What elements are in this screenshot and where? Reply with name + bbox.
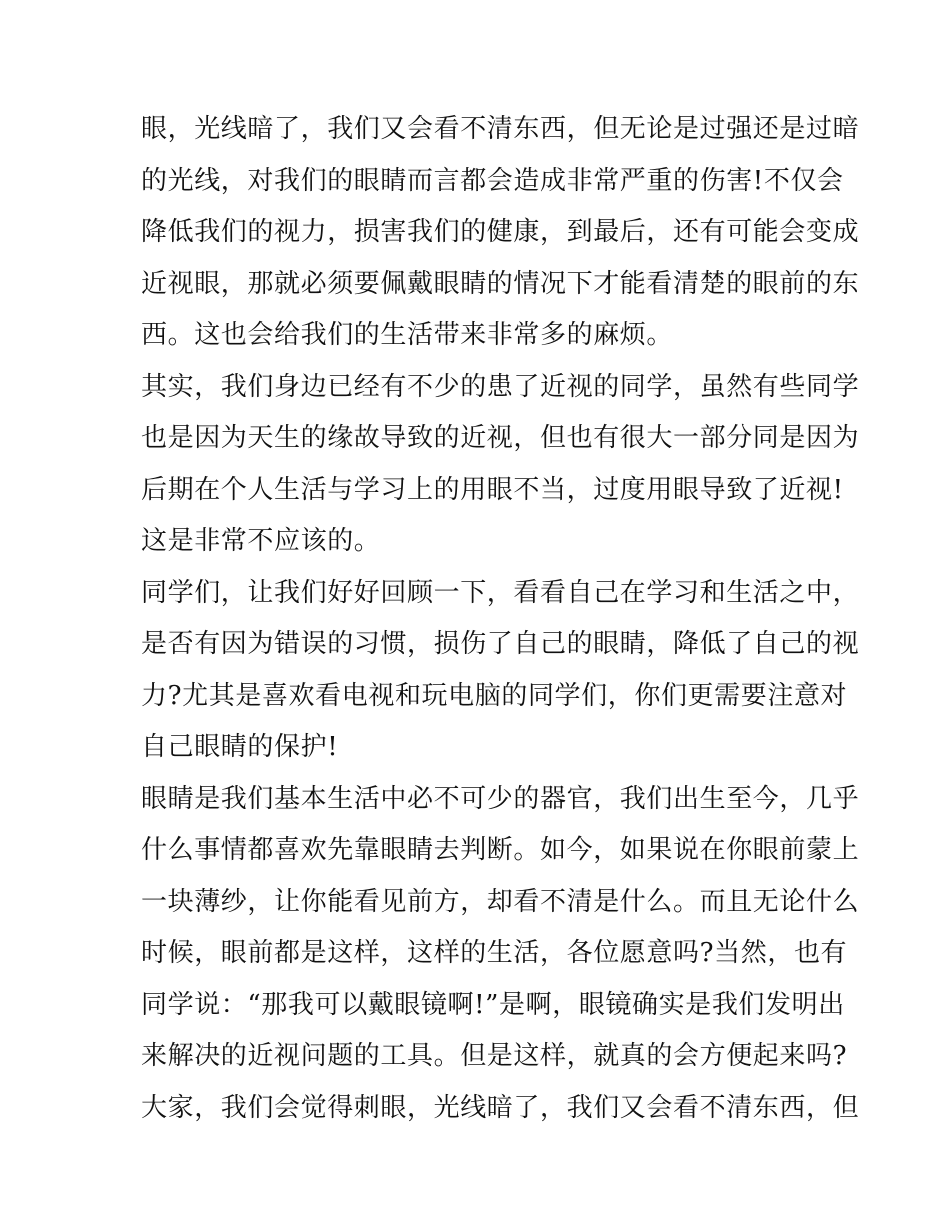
text-line: 眼，光线暗了，我们又会看不清东西，但无论是过强还是过暗 (141, 114, 860, 144)
text-line: 时候，眼前都是这样，这样的生活，各位愿意吗?当然，也有 (141, 938, 848, 968)
body-text (141, 104, 860, 1134)
text-line: 也是因为天生的缘故导致的近视，但也有很大一部分同是因为 (141, 423, 860, 453)
text-line: 的光线，对我们的眼睛而言都会造成非常严重的伤害!不仅会 (141, 165, 844, 196)
text-line: 降低我们的视力，损害我们的健康，到最后，还有可能会变成 (141, 217, 860, 247)
text-line: 后期在个人生活与学习上的用眼不当，过度用眼导致了近视! (141, 474, 844, 505)
text-line: 同学说：“那我可以戴眼镜啊!”是啊，眼镜确实是我们发明出 (141, 989, 845, 1020)
text-line: 大家，我们会觉得刺眼，光线暗了，我们又会看不清东西，但 (141, 1092, 860, 1123)
text-line: 什么事情都喜欢先靠眼睛去判断。如今，如果说在你眼前蒙上 (141, 835, 860, 865)
text-line: 同学们，让我们好好回顾一下，看看自己在学习和生活之中， (141, 577, 860, 608)
text-line: 西。这也会给我们的生活带来非常多的麻烦。 (141, 320, 674, 350)
text-line: 来解决的近视问题的工具。但是这样，就真的会方便起来吗? (141, 1041, 848, 1071)
text-line: 近视眼，那就必须要佩戴眼睛的情况下才能看清楚的眼前的东 (141, 268, 860, 299)
text-line: 眼睛是我们基本生活中必不可少的器官，我们出生至今，几乎 (141, 783, 860, 814)
text-line: 这是非常不应该的。 (141, 526, 381, 556)
text-line: 其实，我们身边已经有不少的患了近视的同学，虽然有些同学 (141, 371, 860, 402)
text-line: 一块薄纱，让你能看见前方，却看不清是什么。而且无论什么 (141, 886, 860, 917)
text-line: 力?尤其是喜欢看电视和玩电脑的同学们，你们更需要注意对 (141, 680, 848, 711)
text-line: 是否有因为错误的习惯，损伤了自己的眼睛，降低了自己的视 (141, 629, 860, 659)
text-line: 自己眼睛的保护! (141, 732, 339, 762)
